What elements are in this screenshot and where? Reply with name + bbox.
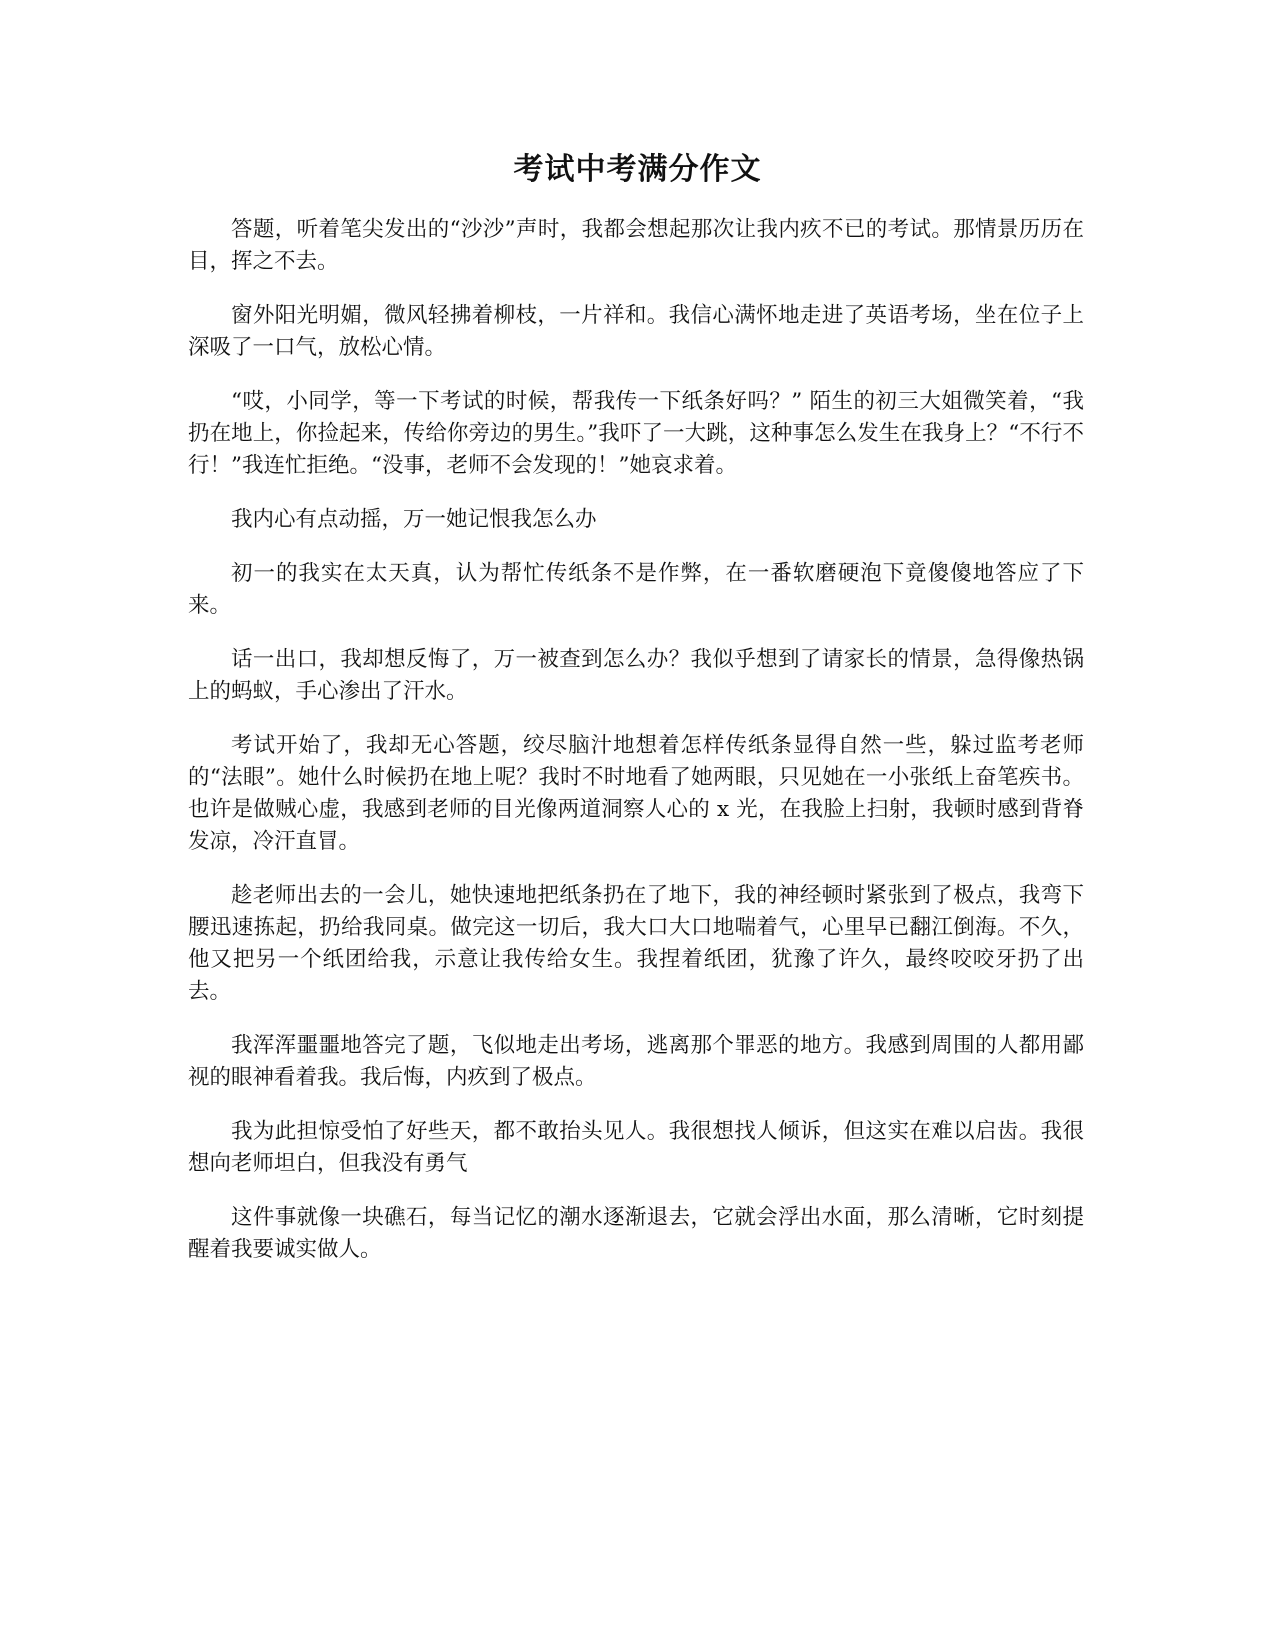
paragraph: 答题，听着笔尖发出的“沙沙”声时，我都会想起那次让我内疚不已的考试。那情景历历在目，挥之不去。 [188,217,1084,274]
paragraph: 窗外阳光明媚，微风轻拂着柳枝，一片祥和。我信心满怀地走进了英语考场，坐在位子上深吸了一口气，放松心情。 [188,303,1084,360]
essay-body [188,214,1084,1288]
paragraph: 我为此担惊受怕了好些天，都不敢抬头见人。我很想找人倾诉，但这实在难以启齿。我很想向老师坦白，但我没有勇气 [188,1119,1084,1176]
page-title: 考试中考满分作文 [513,152,762,187]
paragraph: 这件事就像一块礁石，每当记忆的潮水逐渐退去，它就会浮出水面，那么清晰，它时刻提醒着我要诚实做人。 [188,1205,1084,1262]
paragraph: “哎，小同学，等一下考试的时候，帮我传一下纸条好吗？” 陌生的初三大姐微笑着，“我扔在地上，你捡起来，传给你旁边的男生。”我吓了一大跳，这种事怎么发生在我身上？“不行不行！”我连忙拒绝。“没事，老师不会发现的！”她哀求着。 [188,389,1084,478]
paragraph: 我浑浑噩噩地答完了题，飞似地走出考场，逃离那个罪恶的地方。我感到周围的人都用鄙视的眼神看着我。我后悔，内疚到了极点。 [188,1033,1084,1090]
paragraph: 考试开始了，我却无心答题，绞尽脑汁地想着怎样传纸条显得自然一些，躲过监考老师的“法眼”。她什么时候扔在地上呢？我时不时地看了她两眼，只见她在一小张纸上奋笔疾书。也许是做贼心虚，我感到老师的目光像两道洞察人心的 x 光，在我脸上扫射，我顿时感到背脊发凉，冷汗直冒。 [188,733,1084,854]
paragraph: 初一的我实在太天真，认为帮忙传纸条不是作弊，在一番软磨硬泡下竟傻傻地答应了下来。 [188,561,1084,618]
paragraph: 我内心有点动摇，万一她记恨我怎么办 [231,507,597,532]
paragraph: 趁老师出去的一会儿，她快速地把纸条扔在了地下，我的神经顿时紧张到了极点，我弯下腰迅速拣起，扔给我同桌。做完这一切后，我大口大口地喘着气，心里早已翻江倒海。不久，他又把另一个纸团给我，示意让我传给女生。我捏着纸团，犹豫了许久，最终咬咬牙扔了出去。 [188,883,1084,1004]
paragraph: 话一出口，我却想反悔了，万一被查到怎么办？我似乎想到了请家长的情景，急得像热锅上的蚂蚁，手心渗出了汗水。 [188,647,1084,704]
